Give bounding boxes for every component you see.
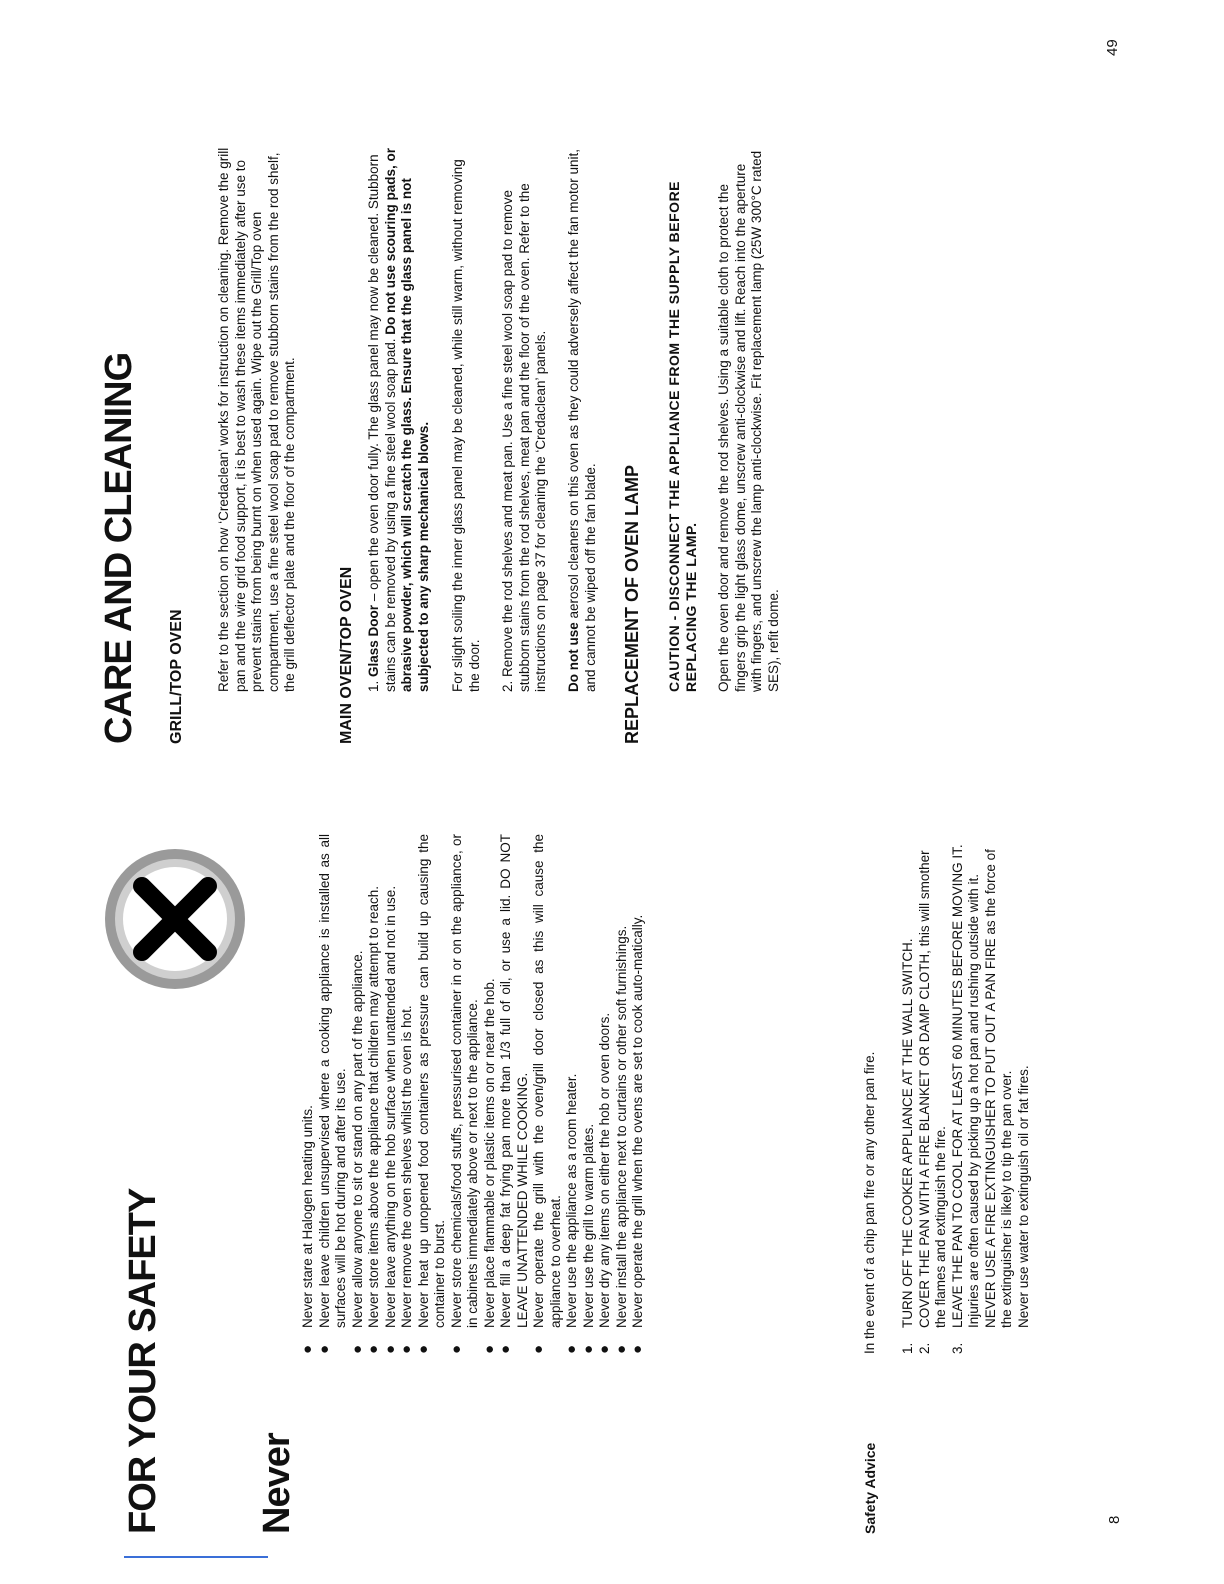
main-oven-heading: MAIN OVEN/TOP OVEN (338, 566, 355, 744)
grill-heading: GRILL/TOP OVEN (168, 609, 185, 744)
scan-line-mark (124, 1556, 268, 1558)
step-text: NEVER USE A FIRE EXTINGUISHER TO PUT OUT A PAN FIRE as the force of the extinguisher is likely to tip the pan over. (982, 849, 1014, 1328)
step-text: COVER THE PAN WITH A FIRE BLANKET OR DAMP CLOTH, this will smother the flames and extinguish the fire. (916, 850, 948, 1328)
list-item: ● Never install the appliance next to curtains or other soft furnishings. (614, 834, 631, 1354)
grill-paragraph: Refer to the section on how ‘Credaclean’ works for instruction on cleaning. Remove the grill pan and the wire grid food support, it is best to wash these items immediately after use to prevent stains from being burnt on when used again. Wipe out the Grill/Top oven compartment, use a fine steel wool soap pad to remove stubborn stains from the rod shelf, the grill deflector plate and the floor of the compartment. (216, 147, 297, 692)
list-item: ● Never store items above the appliance that children may attempt to reach. (366, 834, 383, 1354)
safety-advice-intro: In the event of a chip pan fire or any other pan fire. (862, 1051, 877, 1354)
step-number: 2. (916, 1342, 932, 1354)
slight-soiling-paragraph: For slight soiling the inner glass panel may be cleaned, while still warm, without removing the door. (450, 159, 482, 692)
glass-door-paragraph (366, 142, 432, 692)
list-item: ● Never store chemicals/food stuffs, pressurised container in or on the appliance, or in cabinets immediately above or next to the appliance. (449, 834, 482, 1354)
rod-shelves-paragraph (500, 142, 550, 692)
lamp-paragraph: Open the oven door and remove the rod shelves. Using a suitable cloth to protect the fingers grip the light glass dome, unscrew anti-clockwise and lift. Reach into the aperture with fingers, and unscrew the lamp anti-clockwise. Fit replacement lamp (25W 300°C rated SES), refit dome. (716, 150, 781, 692)
page-number-right: 49 (1104, 39, 1121, 56)
step-number: 3. (949, 1342, 965, 1354)
list-item: ● Never leave anything on the hob surface when unattended and not in use. (383, 834, 400, 1354)
left-page (0, 792, 1224, 1584)
list-item: ● Never operate the grill with the oven/grill door closed as this will cause the appliance to overheat. (531, 834, 564, 1354)
step-text: TURN OFF THE COOKER APPLIANCE AT THE WALL SWITCH. (900, 938, 915, 1328)
aerosol-text: aerosol cleaners on this oven as they could adversely affect the fan motor unit, and cannot be wiped off the fan blade. (566, 148, 598, 692)
list-item: ● Never use the appliance as a room heater. (564, 834, 581, 1354)
step-item (917, 834, 950, 1354)
list-item: ● Never dry any items on either the hob or oven doors. (597, 834, 614, 1354)
list-item: ● Never operate the grill when the ovens are set to cook auto-matically. (630, 834, 647, 1354)
care-title: CARE AND CLEANING (98, 352, 140, 744)
list-item: ● Never remove the oven shelves whilst the oven is hot. (399, 834, 416, 1354)
aerosol-warning: Do not use (566, 622, 581, 692)
list-item: ● Never fill a deep fat frying pan more than 1/3 full of oil, or use a lid. DO NOT LEAVE UNATTENDED WHILE COOKING. (498, 834, 531, 1354)
list-item: ● Never place flammable or plastic items on or near the hob. (482, 834, 499, 1354)
safety-advice-label: Safety Advice (862, 1442, 878, 1534)
step-text: Never use water to extinguish oil or fat fires. (1015, 1065, 1031, 1328)
step-number: 1. (900, 1342, 915, 1354)
item-number: 1. (366, 680, 381, 692)
glass-door-text: – open the oven door fully. The glass panel may now be cleaned. Stubborn stains can be removed by using a fine steel wool soap pad. (366, 154, 398, 692)
fire-steps-list (900, 834, 1032, 1354)
page-number-left: 8 (1106, 1515, 1123, 1524)
step-item (950, 834, 1033, 1354)
safety-title: FOR YOUR SAFETY (122, 1188, 164, 1534)
list-item: ● Never use the grill to warm plates. (581, 834, 598, 1354)
glass-door-warning: Do not use scouring pads, or abrasive powder, which will scratch the glass. Ensure that the glass panel is not subjected to any sharp mechanical blows. (382, 148, 431, 692)
caution-text: CAUTION - DISCONNECT THE APPLIANCE FROM THE SUPPLY BEFORE REPLACING THE LAMP. (666, 180, 699, 692)
step-item (900, 834, 917, 1354)
rod-shelves-text: Remove the rod shelves and meat pan. Use a fine steel wool soap pad to remove stubborn stains from the rod shelves, meat pan and the floor of the oven. Refer to the instructions on page 37 for cleaning the ‘Credaclean’ panels. (500, 183, 548, 692)
never-list (300, 834, 647, 1354)
list-item: ● Never stare at Halogen heating units. (300, 834, 317, 1354)
list-item: ● Never leave children unsupervised where a cooking appliance is installed as all surfaces will be hot during and after its use. (317, 834, 350, 1354)
aerosol-paragraph (566, 142, 599, 692)
step-text: LEAVE THE PAN TO COOL FOR AT LEAST 60 MINUTES BEFORE MOVING IT. Injuries are often caused by picking up a hot pan and rushing outside with it. (949, 844, 981, 1328)
lamp-heading: REPLACEMENT OF OVEN LAMP (622, 464, 642, 744)
prohibition-cross-icon (100, 844, 250, 994)
list-item: ● Never allow anyone to sit or stand on any part of the appliance. (350, 834, 367, 1354)
item-number: 2. (500, 680, 515, 692)
glass-door-label: Glass Door (366, 604, 381, 677)
list-item: ● Never heat up unopened food containers as pressure can build up causing the container to burst. (416, 834, 449, 1354)
never-heading: Never (256, 1433, 298, 1534)
